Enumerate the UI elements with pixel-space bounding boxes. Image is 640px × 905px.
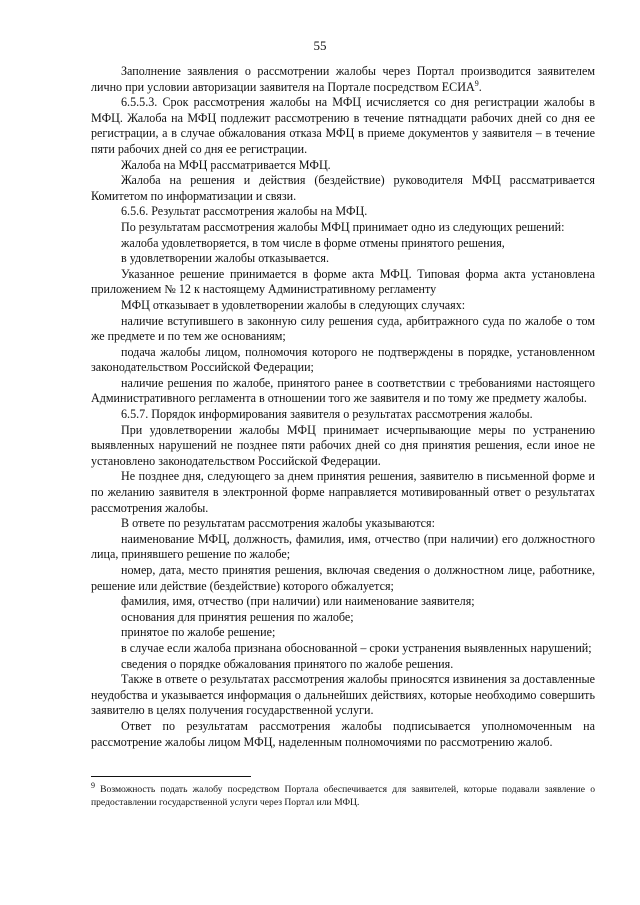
paragraph-text: Заполнение заявления о рассмотрении жалобы через Портал производится заявителем лично при условии авторизации заявителя на Портале посредством ЕСИА <box>91 64 595 94</box>
body-text <box>91 64 595 750</box>
footnote-text: Возможность подать жалобу посредством Портала обеспечивается для заявителей, которые подавали заявление о предоставлении государственной услуги через Портал или МФЦ. <box>91 784 595 808</box>
list-item: сведения о порядке обжалования принятого по жалобе решения. <box>121 656 454 671</box>
list-item: принятое по жалобе решение; <box>121 625 276 640</box>
paragraph: Ответ по результатам рассмотрения жалобы подписывается уполномоченным на рассмотрение жалобы лицом МФЦ, наделенным полномочиями по рассмотрению жалоб. <box>91 718 595 749</box>
footnote-divider <box>91 776 251 777</box>
paragraph: Заполнение заявления о рассмотрении жалобы через Портал производится заявителем лично при условии авторизации заявителя на Портале посредством ЕСИА$^9$. <box>91 64 595 94</box>
list-item: в случае если жалоба признана обоснованной – сроки устранения выявленных нарушений; <box>121 640 592 655</box>
paragraph: Также в ответе о результатах рассмотрения жалобы приносятся извинения за доставленные неудобства и указывается информация о дальнейших действиях, которые необходимо совершить заявителю в целях получения государственной услуги. <box>91 672 595 718</box>
list-item: подача жалобы лицом, полномочия которого не подтверждены в порядке, установленном законодательством Российской Федерации; <box>91 344 595 375</box>
list-item: номер, дата, место принятия решения, включая сведения о должностном лице, работнике, решение или действие (бездействие) которого обжалуется; <box>91 563 595 593</box>
paragraph: Жалоба на решения и действия (бездействие) руководителя МФЦ рассматривается Комитетом по информатизации и связи. <box>91 173 595 203</box>
list-item: в удовлетворении жалобы отказывается. <box>121 251 330 266</box>
list-item: наименование МФЦ, должность, фамилия, имя, отчество (при наличии) его должностного лица, принявшего решение по жалобе; <box>91 531 595 562</box>
paragraph: Жалоба на МФЦ рассматривается МФЦ. <box>121 157 331 172</box>
paragraph: При удовлетворении жалобы МФЦ принимает исчерпывающие меры по устранению выявленных нарушений не позднее пяти рабочих дней со дня принятия решения, если иное не установлено законодательством Российской Федерации. <box>91 422 595 468</box>
page-number: 55 <box>313 38 327 53</box>
paragraph: В ответе по результатам рассмотрения жалобы указываются: <box>121 516 435 531</box>
section-heading: 6.5.6. Результат рассмотрения жалобы на МФЦ. <box>121 204 368 219</box>
footnote-reference[interactable]: 9 <box>474 78 479 88</box>
list-item: жалоба удовлетворяется, в том числе в форме отмены принятого решения, <box>121 235 505 250</box>
list-item: фамилия, имя, отчество (при наличии) или наименование заявителя; <box>121 594 475 609</box>
paragraph: 6.5.5.3. Срок рассмотрения жалобы на МФЦ исчисляется со дня регистрации жалобы в МФЦ. Жалоба на МФЦ подлежит рассмотрению в течение пятнадцати рабочих дней со дня ее регистрации, а в случае обжалования отказа МФЦ в приеме документов у заявителя – в течение пяти рабочих дней со дня ее регистрации. <box>91 95 595 156</box>
paragraph: По результатам рассмотрения жалобы МФЦ принимает одно из следующих решений: <box>121 219 565 234</box>
list-item: наличие решения по жалобе, принятого ранее в соответствии с требованиями настоящего Административного регламента в отношении того же заявителя и по тому же предмету жалобы. <box>91 375 595 406</box>
list-item: наличие вступившего в законную силу решения суда, арбитражного суда по жалобе о том же предмете и по тем же основаниям; <box>91 313 595 344</box>
section-heading: 6.5.7. Порядок информирования заявителя о результатах рассмотрения жалобы. <box>121 407 533 422</box>
paragraph: МФЦ отказывает в удовлетворении жалобы в следующих случаях: <box>121 297 466 312</box>
footnote <box>91 780 595 809</box>
paragraph: Указанное решение принимается в форме акта МФЦ. Типовая форма акта установлена приложением № 12 к настоящему Административному регламенту <box>91 266 595 297</box>
list-item: основания для принятия решения по жалобе; <box>121 609 354 624</box>
footnote-marker: 9 <box>91 780 95 790</box>
paragraph: Не позднее дня, следующего за днем принятия решения, заявителю в письменной форме и по желанию заявителя в электронной форме направляется мотивированный ответ о результатах рассмотрения жалобы. <box>91 469 595 515</box>
